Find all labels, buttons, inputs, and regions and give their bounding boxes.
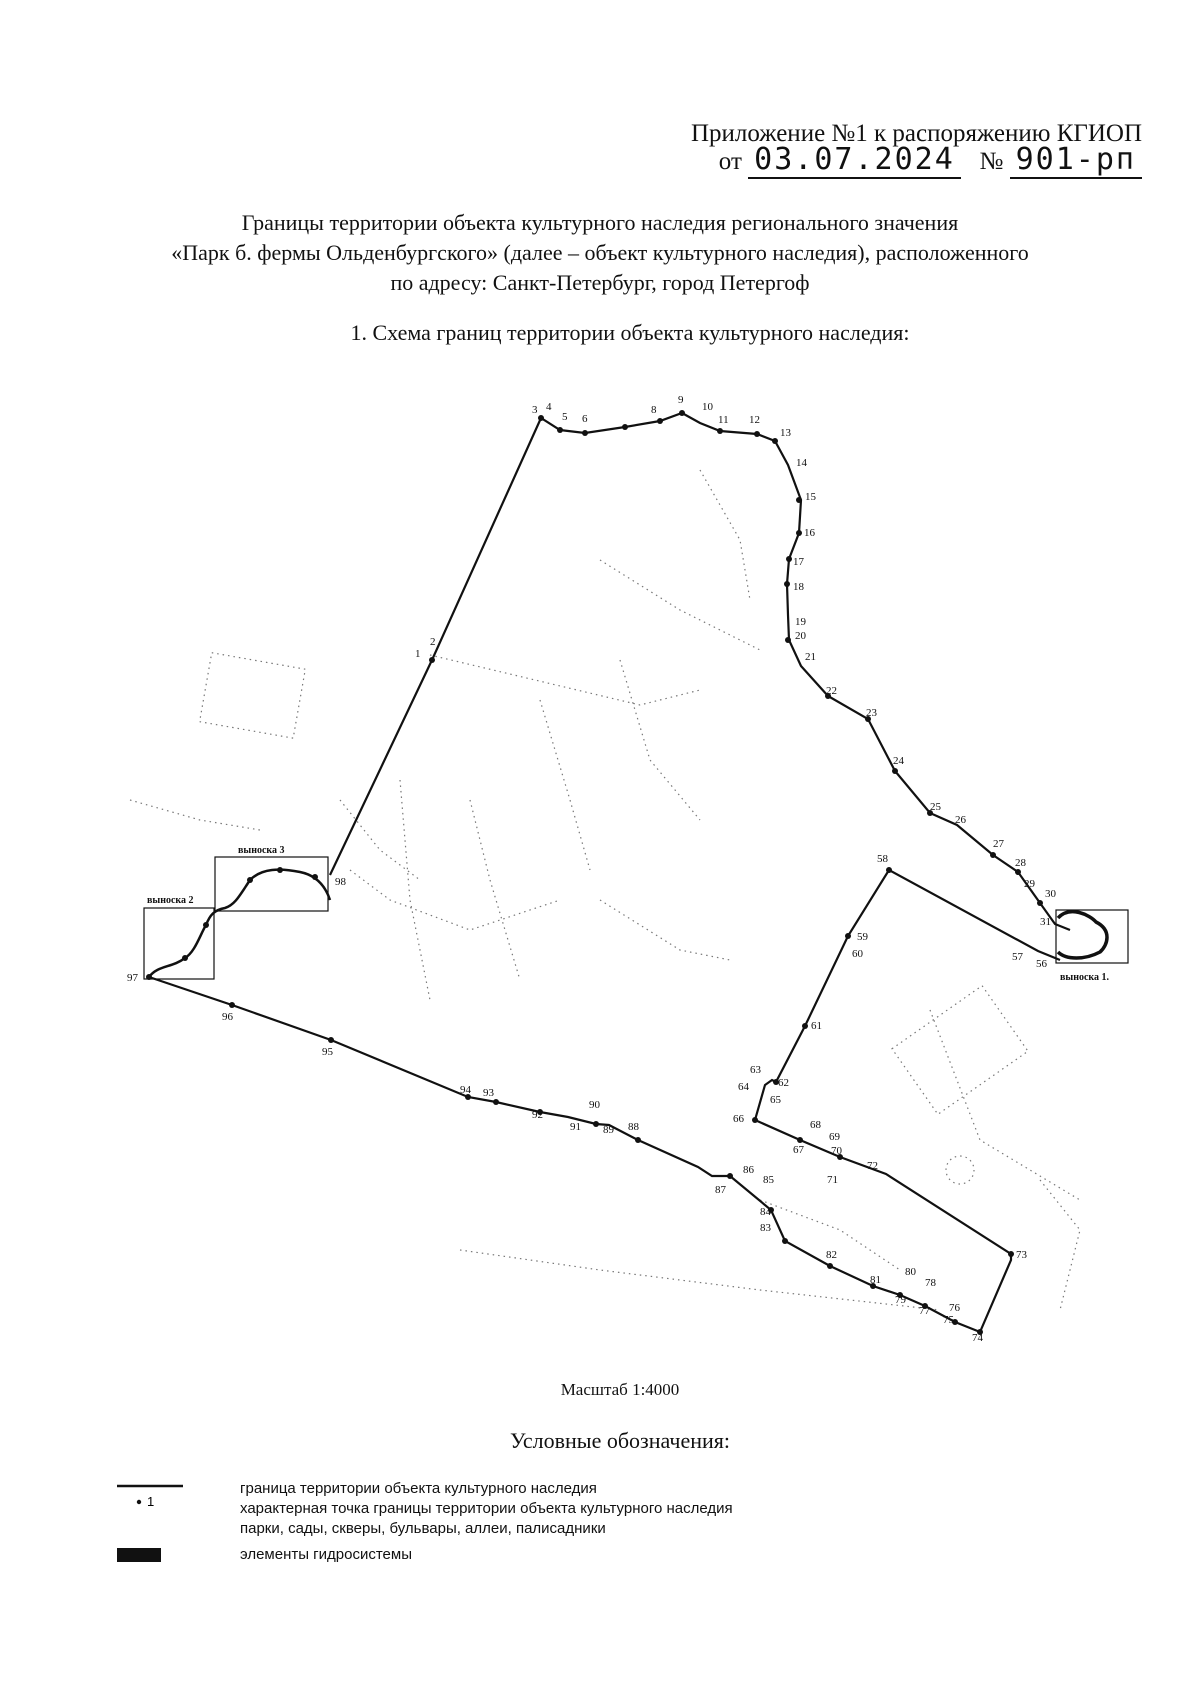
boundary-point [657,418,663,424]
boundary-point [593,1121,599,1127]
document-title [80,208,1120,298]
point-label: 84 [760,1206,771,1218]
point-label: 11 [718,414,729,426]
boundary-point [802,1023,808,1029]
point-label: 83 [760,1222,771,1234]
boundary-point [892,768,898,774]
point-label: 89 [603,1124,614,1136]
point-label: 23 [866,707,877,719]
annex-date-number [682,142,1142,177]
point-label: 76 [949,1302,960,1314]
point-label: 63 [750,1064,761,1076]
point-label: 21 [805,651,816,663]
annex-date: 03.07.2024 [748,142,961,179]
point-label: 6 [582,413,588,425]
boundary-point [247,877,253,883]
callout-label-2: выноска 2 [147,895,194,906]
boundary-point [277,867,283,873]
title-line-1: Границы территории объекта культурного наследия регионального значения [241,210,959,235]
section-heading: 1. Схема границ территории объекта культурного наследия: [350,320,910,345]
point-label: 8 [651,404,657,416]
point-label: 62 [778,1077,789,1089]
annex-header [682,120,1142,176]
point-label: 28 [1015,857,1026,869]
boundary-point [786,556,792,562]
boundary-point [784,581,790,587]
point-label: 69 [829,1131,840,1143]
point-label: 73 [1016,1249,1027,1261]
boundary-point [229,1002,235,1008]
point-label: 10 [702,401,713,413]
boundary-point [1008,1251,1014,1257]
point-label: 85 [763,1174,774,1186]
boundary-point [635,1137,641,1143]
boundary-point [146,974,152,980]
boundary-point [796,530,802,536]
boundary-point [1037,900,1043,906]
point-label: 19 [795,616,806,628]
point-label: 30 [1045,888,1056,900]
point-label: 18 [793,581,804,593]
boundary-point [679,410,685,416]
point-label: 66 [733,1113,744,1125]
point-labels [127,394,1057,1344]
boundary-point [796,497,802,503]
boundary-map [0,380,1200,1360]
point-label: 26 [955,814,966,826]
point-label: 80 [905,1266,916,1278]
point-label: 20 [795,630,806,642]
point-label: 97 [127,972,138,984]
point-symbol-label: 1 [147,1494,155,1509]
point-label: 29 [1024,878,1035,890]
point-label: 86 [743,1164,754,1176]
boundary-point [312,874,318,880]
point-label: 96 [222,1011,233,1023]
point-label: 95 [322,1046,333,1058]
point-label: 57 [1012,951,1023,963]
point-label: 16 [804,527,815,539]
callout-box-2 [144,908,214,979]
title-line-3: по адресу: Санкт-Петербург, город Петергоф [390,270,810,295]
point-label: 3 [532,404,538,416]
boundary-point [785,637,791,643]
point-label: 14 [796,457,807,469]
point-label: 92 [532,1109,543,1121]
boundary-point [582,430,588,436]
point-label: 87 [715,1184,726,1196]
point-label: 60 [852,948,863,960]
legend-symbols [115,1478,195,1568]
point-label: 1 [415,648,421,660]
legend-item-hydro: элементы гидросистемы [240,1546,412,1563]
point-label: 4 [546,401,552,413]
point-label: 59 [857,931,868,943]
point-label: 13 [780,427,791,439]
number-prefix: № [979,148,1004,175]
boundary-point [328,1037,334,1043]
boundary-point [797,1137,803,1143]
boundary-point [203,922,209,928]
point-label: 25 [930,801,941,813]
date-prefix: от [718,148,742,175]
boundary-point [538,415,544,421]
boundary-point [622,424,628,430]
callout-label-3: выноска 3 [238,845,285,856]
water-feature-callout-1 [1058,912,1107,958]
point-label: 67 [793,1144,804,1156]
point-label: 77 [919,1305,930,1317]
characteristic-points [146,410,1043,1335]
point-label: 78 [925,1277,936,1289]
boundary-point [717,428,723,434]
boundary-point [1015,869,1021,875]
point-label: 61 [811,1020,822,1032]
point-label: 17 [793,556,804,568]
boundary-point [772,438,778,444]
hydro-symbol [117,1548,161,1562]
water-feature-callout-2 [149,870,330,977]
point-label: 98 [335,876,346,888]
scale-label: Масштаб 1:4000 [560,1380,680,1399]
point-label: 88 [628,1121,639,1133]
boundary-point [990,852,996,858]
boundary-point [493,1099,499,1105]
point-label: 72 [867,1160,878,1172]
point-label: 2 [430,636,436,648]
legend-item-parks: парки, сады, скверы, бульвары, аллеи, палисадники [240,1520,606,1537]
boundary-point [845,933,851,939]
point-label: 31 [1040,916,1051,928]
boundary-line-north [330,413,1070,930]
point-label: 24 [893,755,904,767]
point-label: 81 [870,1274,881,1286]
point-label: 70 [831,1145,842,1157]
background-features [130,470,1080,1310]
point-label: 68 [810,1119,821,1131]
point-label: 9 [678,394,684,406]
point-label: 64 [738,1081,749,1093]
point-label: 71 [827,1174,838,1186]
boundary-point [752,1117,758,1123]
legend-title: Условные обозначения: [509,1428,731,1453]
boundary-point [557,427,563,433]
title-line-2: «Парк б. фермы Ольденбургского» (далее – объект культурного наследия), расположенного [171,240,1029,265]
point-label: 75 [943,1314,954,1326]
point-label: 90 [589,1099,600,1111]
callout-label-1: выноска 1. [1060,972,1110,983]
boundary-line-inner [149,870,1060,1332]
point-label: 65 [770,1094,781,1106]
point-label: 74 [972,1332,983,1344]
point-label: 27 [993,838,1004,850]
boundary-point [182,955,188,961]
boundary-point [886,867,892,873]
annex-title: Приложение №1 к распоряжению КГИОП [690,120,1142,147]
point-label: 5 [562,411,568,423]
annex-number: 901-рп [1010,142,1142,179]
boundary-point [727,1173,733,1179]
point-label: 22 [826,685,837,697]
point-label: 94 [460,1084,471,1096]
point-label: 82 [826,1249,837,1261]
boundary-point [429,657,435,663]
point-label: 79 [895,1294,906,1306]
point-symbol [137,1500,141,1504]
boundary-point [827,1263,833,1269]
point-label: 12 [749,414,760,426]
legend-item-boundary: граница территории объекта культурного наследия [240,1480,597,1497]
boundary-point [782,1238,788,1244]
point-label: 91 [570,1121,581,1133]
point-label: 56 [1036,958,1047,970]
legend-item-point: характерная точка границы территории объекта культурного наследия [240,1500,733,1517]
point-label: 15 [805,491,816,503]
boundary-point [754,431,760,437]
point-label: 58 [877,853,888,865]
point-label: 93 [483,1087,494,1099]
